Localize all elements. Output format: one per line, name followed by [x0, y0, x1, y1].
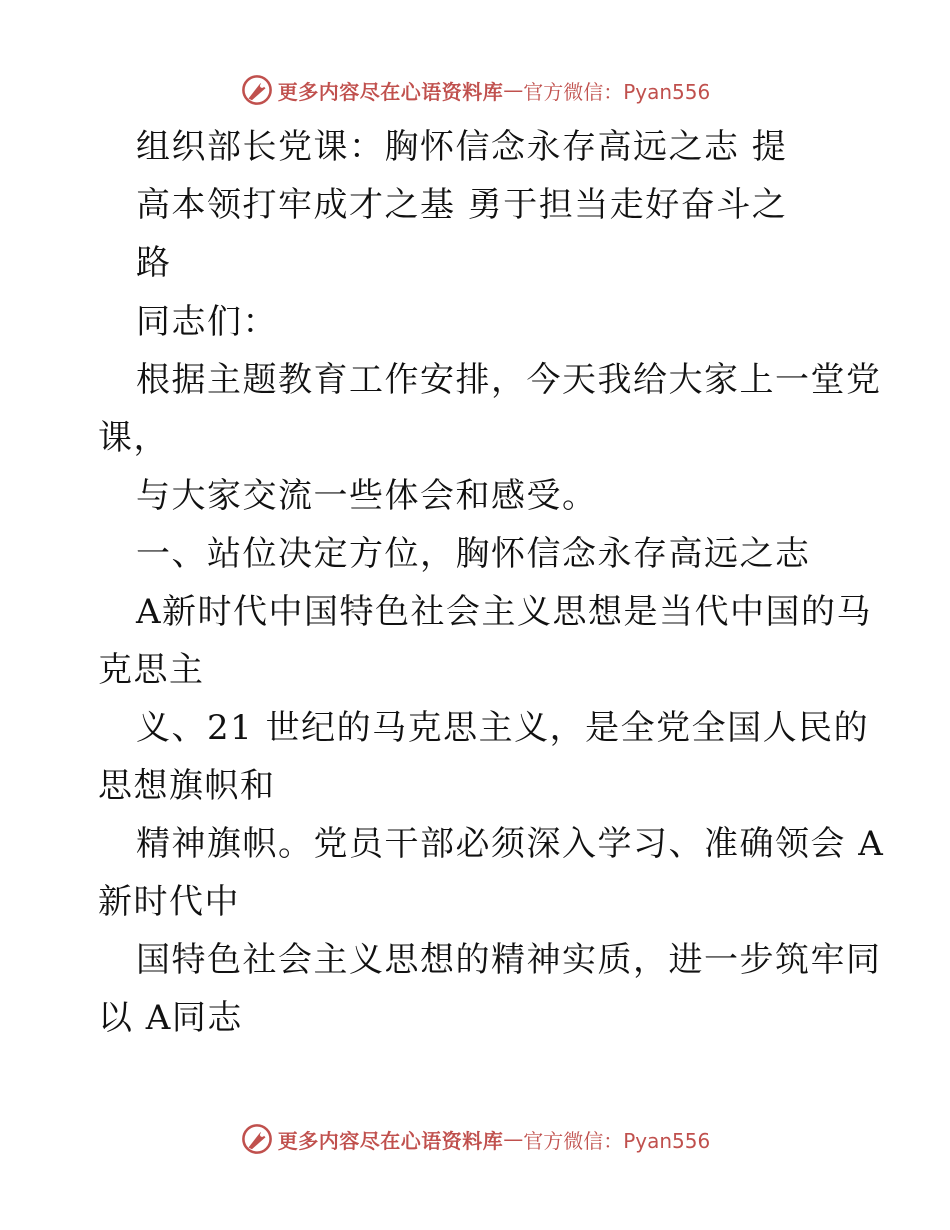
banner-dash: — [503, 78, 524, 102]
body-line: 新时代中 [98, 882, 240, 922]
pen-nib-logo-icon [240, 1122, 274, 1156]
banner-slogan: 更多内容尽在心语资料库 [277, 79, 504, 104]
banner-contact: 官方微信：Pyan556 [523, 1128, 711, 1153]
body-line: 克思主 [98, 650, 205, 690]
body-line: 以 A同志 [98, 998, 243, 1038]
body-line: 课， [98, 418, 169, 458]
section-heading: 一、站位决定方位，胸怀信念永存高远之志 [136, 534, 811, 574]
salutation: 同志们： [136, 302, 278, 342]
title-line-1: 组织部长党课：胸怀信念永存高远之志 提 [136, 127, 788, 167]
body-line: 根据主题教育工作安排，今天我给大家上一堂党 [136, 360, 882, 400]
body-line: 国特色社会主义思想的精神实质，进一步筑牢同 [136, 940, 882, 980]
title-line-3: 路 [136, 243, 172, 283]
body-line: 与大家交流一些体会和感受。 [136, 476, 598, 516]
body-line: 义、21 世纪的马克思主义，是全党全国人民的 [136, 708, 870, 748]
body-line: 思想旗帜和 [98, 766, 276, 806]
title-line-2: 高本领打牢成才之基 勇于担当走好奋斗之 [136, 185, 788, 225]
banner-contact: 官方微信：Pyan556 [523, 79, 711, 104]
banner-slogan: 更多内容尽在心语资料库 [277, 1128, 504, 1153]
footer-banner [0, 1119, 950, 1159]
body-line: 精神旗帜。党员干部必须深入学习、准确领会 A [136, 824, 885, 864]
body-line: A新时代中国特色社会主义思想是当代中国的马 [136, 592, 873, 632]
banner-dash: — [503, 1127, 524, 1151]
